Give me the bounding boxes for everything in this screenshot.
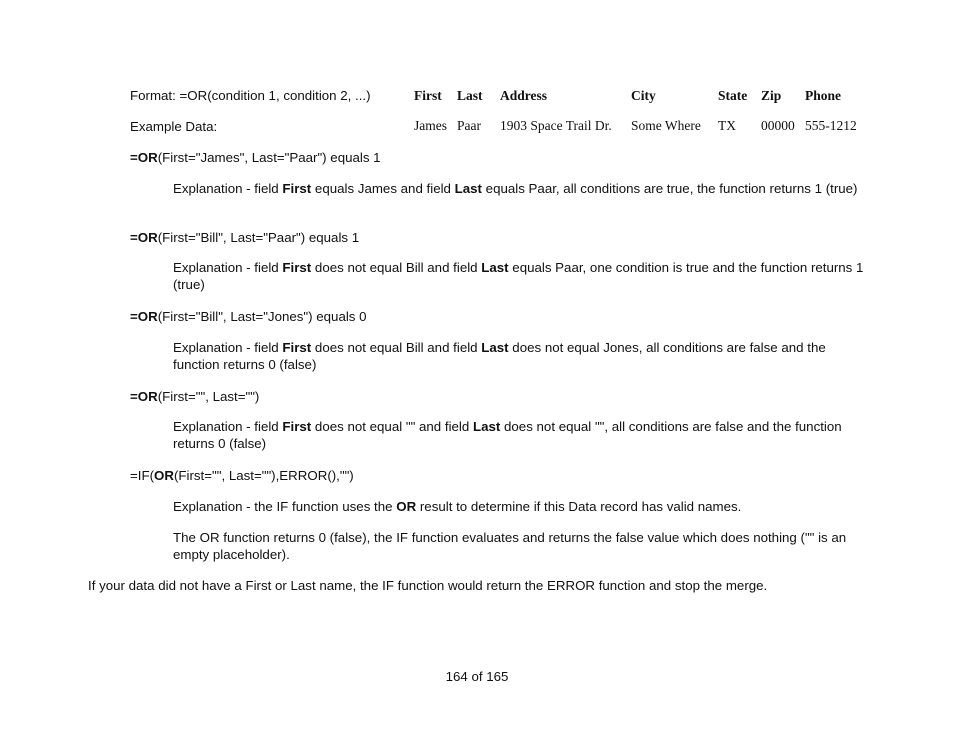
table-cell-city: Some Where [631, 118, 701, 133]
closing-paragraph: If your data did not have a First or Last name, the IF function would return the ERROR function and stop the merge. [88, 578, 768, 593]
table-cell-first: James [414, 118, 447, 133]
table-cell-last: Paar [457, 118, 481, 133]
field-name-first: First [282, 419, 312, 434]
explanation-text: equals Paar, one condition is true and the function returns 1 (true) [173, 260, 864, 292]
explanation-2 [173, 259, 873, 293]
formula-arguments: (First="Bill", Last="Jones") equals 0 [157, 309, 367, 324]
table-header-state: State [718, 88, 748, 103]
explanation-text: Explanation - the IF function uses the [173, 499, 397, 514]
formula-arguments: (First="", Last="") [157, 389, 260, 404]
table-header-last: Last [457, 88, 483, 103]
table-header-zip: Zip [761, 88, 782, 103]
explanation-text: does not equal Bill and field [311, 260, 482, 275]
explanation-4 [173, 418, 873, 452]
page-number: 164 of 165 [445, 669, 509, 684]
explanation-5 [173, 499, 741, 514]
function-name-or: OR [396, 499, 417, 514]
table-cell-address: 1903 Space Trail Dr. [500, 118, 612, 133]
explanation-text: does not equal Jones, all conditions are false and the function returns 0 (false) [173, 340, 826, 372]
formula-example-1 [130, 150, 381, 165]
formula-arguments: (First="James", Last="Paar") equals 1 [157, 150, 381, 165]
explanation-text: Explanation - field [173, 340, 283, 355]
formula-example-4 [130, 389, 259, 404]
explanation-text: does not equal Bill and field [311, 340, 482, 355]
formula-example-5 [130, 468, 354, 483]
explanation-text: does not equal "" and field [311, 419, 473, 434]
table-header-first: First [414, 88, 442, 103]
formula-arguments: (First="Bill", Last="Paar") equals 1 [157, 230, 360, 245]
explanation-text: Explanation - field [173, 260, 283, 275]
table-cell-state: TX [718, 118, 736, 133]
field-name-last: Last [481, 340, 509, 355]
explanation-text: equals Paar, all conditions are true, the function returns 1 (true) [481, 181, 858, 196]
formula-arguments: (First="", Last=""),ERROR(),"") [173, 468, 354, 483]
field-name-first: First [282, 260, 312, 275]
table-cell-zip: 00000 [761, 118, 795, 133]
explanation-text: Explanation - field [173, 419, 283, 434]
explanation-1 [173, 180, 873, 197]
table-cell-phone: 555-1212 [805, 118, 857, 133]
formula-function-name: =OR [130, 150, 158, 165]
field-name-last: Last [472, 419, 501, 434]
formula-example-3 [130, 309, 367, 324]
formula-prefix: =IF( [130, 468, 155, 483]
field-name-first: First [282, 340, 312, 355]
formula-function-name: =OR [130, 309, 158, 324]
table-header-city: City [631, 88, 656, 103]
field-name-last: Last [481, 260, 509, 275]
formula-function-name: =OR [130, 230, 158, 245]
explanation-5-note: The OR function returns 0 (false), the IF function evaluates and returns the false value which does nothing ("" is an empty placeholder). [173, 530, 847, 562]
table-header-address: Address [500, 88, 548, 103]
explanation-text: Explanation - field [173, 181, 283, 196]
explanation-text: does not equal "", all conditions are false and the function returns 0 (false) [173, 419, 842, 451]
example-data-label: Example Data: [130, 119, 218, 134]
explanation-3 [173, 339, 873, 373]
table-header-phone: Phone [805, 88, 842, 103]
field-name-first: First [282, 181, 312, 196]
explanation-text: equals James and field [311, 181, 455, 196]
formula-function-name: =OR [130, 389, 158, 404]
field-name-last: Last [454, 181, 482, 196]
formula-function-name: OR [154, 468, 174, 483]
format-line: Format: =OR(condition 1, condition 2, ...) [130, 88, 371, 103]
explanation-text: result to determine if this Data record has valid names. [416, 499, 742, 514]
formula-example-2 [130, 230, 359, 245]
